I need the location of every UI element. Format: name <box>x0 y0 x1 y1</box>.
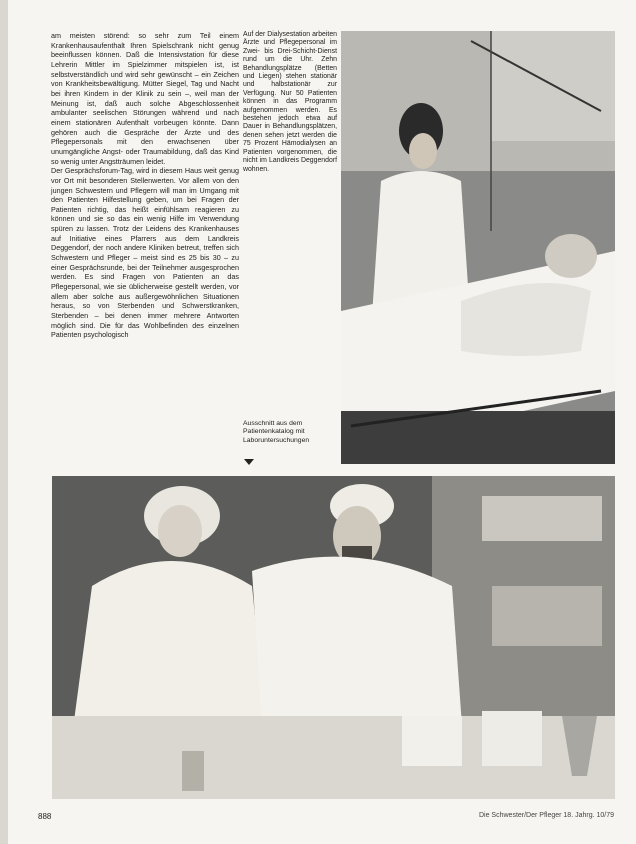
page-number: 888 <box>38 812 52 821</box>
photo-caption: Ausschnitt aus dem Patientenkatalog mit Laboruntersuchungen <box>243 420 310 444</box>
caption-pointer-icon <box>244 459 254 465</box>
photo-laboratory-illustration <box>52 476 615 799</box>
body-paragraph-2: Der Gesprächsforum-Tag, wird in diesem Haus weit genug vor Ort mit besonderen Stellenwerten. Vor allem von den jungen Schwestern und Pflegern will man im Umgang mit den Patienten Hilfestellung geben, um bei Fragen der Patienten richtig, das heißt einfühlsam reagieren zu können und sie so das ein wenig Hilfe im Verwendung spüren zu lassen. Trotz der Leidens des Krankenhauses auf Initiative eines Pfarrers aus dem Landkreis Deggendorf, der noch andere Kliniken betreut, treffen sich Schwestern und Pfleger – meist sind es 25 bis 30 – zu einer Gesprächsrunde, bei der Teilnehmer ausgesprochen werden. Es sind Fragen von Patienten an das Pflegepersonal, wie sie üblicherweise gestellt werden, vor allem aber solche aus außergewöhnlichen Situationen heraus, so von Sterbenden und Schwerstkranken, Sterbenden – bei denen immer mehrere Antworten möglich sind. Die für das Wohlbefinden des einzelnen Patienten psychologisch <box>51 166 239 340</box>
photo-laboratory <box>52 476 615 799</box>
body-paragraph-1: am meisten störend: so sehr zum Teil einem Krankenhausaufenthalt Ihren Spielschrank nicht genug beeinflussen können. Daß die Intensivstation für diese Lehrerin Mittler im Spielzimmer mitspielen ist, ist selbstverständlich und wird sehr gewünscht – ein Zeichen von Krankheitsbewältigung. Mütter Siegel, Tag und Nacht bei ihren Kindern in der Klinik zu sein –, weil man der Meinung ist, daß auch solche Abgeschlossenheit ambulanter seelischen Störungen während und nach einem stationären Aufenthalt vorbeugen könnte. Dann gehören auch die Gespräche der Ärzte und des Pflegepersonals mit den erwachsenen über unumgängliche Angst- oder Traumabildung, daß das Kind so wenig unter Angstträumen leidet. <box>51 31 239 166</box>
page-spine-shadow <box>0 0 8 844</box>
running-footer: Die Schwester/Der Pfleger 18. Jahrg. 10/79 <box>478 812 614 819</box>
body-text-column <box>51 31 239 340</box>
sidebar-text-column: Auf der Dialysestation arbeiten Ärzte und Pflegepersonal im Zwei- bis Drei-Schicht-Dienst rund um die Uhr. Zehn Behandlungsplätze (Betten und Liegen) stehen stationär und halbstationär zur Verfügung. Nur 50 Patienten können in das Programm aufgenommen werden. Es bestehen jedoch etwa auf Dauer in Behandlungsplätzen, denen sehen jetzt werden die 75 Prozent Hämodialysen an Patienten vorgenommen, die nicht im Landkreis Deggendorf wohnen. <box>243 31 337 173</box>
photo-dialysis-illustration <box>341 31 615 464</box>
photo-dialysis-nurse <box>341 31 615 464</box>
